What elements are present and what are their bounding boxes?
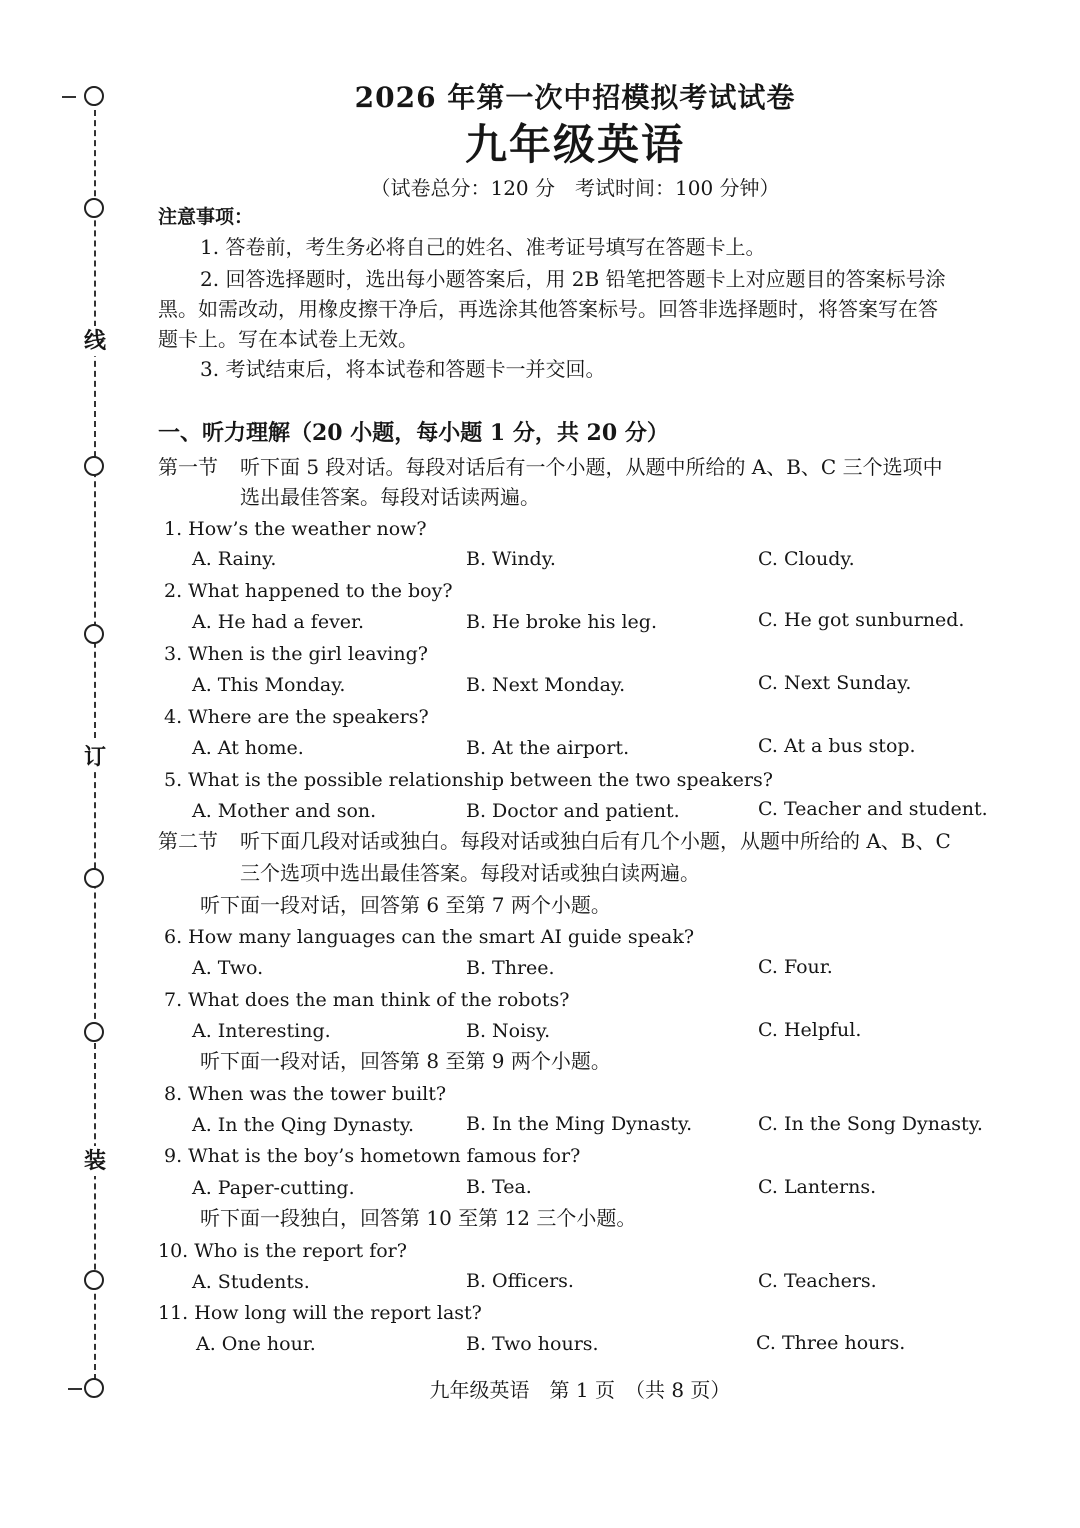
section2-instruction-1: 听下面几段对话或独白。每段对话或独白后有几个小题，从题中所给的 A、B、C xyxy=(240,829,951,853)
question-9: 9. What is the boy’s hometown famous for? xyxy=(164,1145,581,1167)
note-2-line-3: 题卡上。写在本试卷上无效。 xyxy=(158,327,418,351)
binding-hole-icon xyxy=(84,1270,104,1290)
note-2-line-2: 黑。如需改动，用橡皮擦干净后，再选涂其他答案标号。回答非选择题时，将答案写在答 xyxy=(158,297,938,321)
q4-option-a: A. At home. xyxy=(192,737,304,759)
q1-option-c: C. Cloudy. xyxy=(758,548,855,570)
exam-info: （试卷总分：120 分 考试时间：100 分钟） xyxy=(370,176,780,200)
question-2: 2. What happened to the boy? xyxy=(164,580,453,602)
question-1: 1. How’s the weather now? xyxy=(164,518,427,540)
q5-option-b: B. Doctor and patient. xyxy=(466,800,680,822)
q8-option-a: A. In the Qing Dynasty. xyxy=(192,1114,414,1136)
question-11: 11. How long will the report last? xyxy=(158,1302,482,1324)
q7-option-a: A. Interesting. xyxy=(192,1020,331,1042)
q2-option-c: C. He got sunburned. xyxy=(758,609,965,631)
instruction-q6-q7: 听下面一段对话，回答第 6 至第 7 两个小题。 xyxy=(200,893,611,917)
q4-option-c: C. At a bus stop. xyxy=(758,735,916,757)
instruction-q8-q9: 听下面一段对话，回答第 8 至第 9 两个小题。 xyxy=(200,1049,611,1073)
q5-option-a: A. Mother and son. xyxy=(192,800,377,822)
q5-option-c: C. Teacher and student. xyxy=(758,798,988,820)
q3-option-a: A. This Monday. xyxy=(192,674,346,696)
question-5: 5. What is the possible relationship between the two speakers? xyxy=(164,769,773,791)
exam-title: 2026 年第一次中招模拟考试试卷 xyxy=(354,81,796,114)
section2-instruction-2: 三个选项中选出最佳答案。每段对话或独白读两遍。 xyxy=(240,861,700,885)
question-3: 3. When is the girl leaving? xyxy=(164,643,428,665)
q8-option-c: C. In the Song Dynasty. xyxy=(758,1113,983,1135)
q10-option-b: B. Officers. xyxy=(466,1270,574,1292)
question-7: 7. What does the man think of the robots? xyxy=(164,989,570,1011)
q9-option-c: C. Lanterns. xyxy=(758,1176,877,1198)
q9-option-b: B. Tea. xyxy=(466,1176,532,1198)
q11-option-b: B. Two hours. xyxy=(466,1333,599,1355)
margin-label-bind: 装 xyxy=(80,1146,110,1176)
instruction-q10-q12: 听下面一段独白，回答第 10 至第 12 三个小题。 xyxy=(200,1206,637,1230)
binding-hole-icon xyxy=(84,456,104,476)
q10-option-c: C. Teachers. xyxy=(758,1270,877,1292)
question-8: 8. When was the tower built? xyxy=(164,1083,447,1105)
q1-option-a: A. Rainy. xyxy=(192,548,277,570)
q3-option-c: C. Next Sunday. xyxy=(758,672,912,694)
question-6: 6. How many languages can the smart AI guide speak? xyxy=(164,926,695,948)
q9-option-a: A. Paper-cutting. xyxy=(192,1177,355,1199)
section1-instruction-2: 选出最佳答案。每段对话读两遍。 xyxy=(240,485,540,509)
q6-option-b: B. Three. xyxy=(466,957,555,979)
binding-hole-icon xyxy=(84,868,104,888)
q2-option-a: A. He had a fever. xyxy=(192,611,365,633)
q2-option-b: B. He broke his leg. xyxy=(466,611,658,633)
section2-label: 第二节 xyxy=(158,829,218,853)
q8-option-b: B. In the Ming Dynasty. xyxy=(466,1113,693,1135)
notes-heading: 注意事项： xyxy=(158,206,254,228)
margin-label-line: 线 xyxy=(80,326,110,356)
q10-option-a: A. Students. xyxy=(192,1271,310,1293)
question-10: 10. Who is the report for? xyxy=(158,1240,407,1262)
page-footer: 九年级英语 第 1 页 （共 8 页） xyxy=(429,1378,731,1402)
q7-option-b: B. Noisy. xyxy=(466,1020,551,1042)
q11-option-a: A. One hour. xyxy=(196,1333,316,1355)
q7-option-c: C. Helpful. xyxy=(758,1019,862,1041)
q6-option-a: A. Two. xyxy=(192,957,264,979)
binding-hole-icon xyxy=(84,198,104,218)
q3-option-b: B. Next Monday. xyxy=(466,674,626,696)
part1-heading: 一、听力理解（20 小题，每小题 1 分，共 20 分） xyxy=(158,420,669,446)
section1-instruction-1: 听下面 5 段对话。每段对话后有一个小题，从题中所给的 A、B、C 三个选项中 xyxy=(240,455,943,479)
margin-label-order: 订 xyxy=(80,742,110,772)
binding-hole-icon xyxy=(84,624,104,644)
binding-hole-icon xyxy=(84,1022,104,1042)
exam-subject: 九年级英语 xyxy=(464,120,685,169)
q6-option-c: C. Four. xyxy=(758,956,833,978)
note-3: 3. 考试结束后，将本试卷和答题卡一并交回。 xyxy=(200,357,606,381)
note-1: 1. 答卷前，考生务必将自己的姓名、准考证号填写在答题卡上。 xyxy=(200,235,766,259)
q4-option-b: B. At the airport. xyxy=(466,737,630,759)
q11-option-c: C. Three hours. xyxy=(756,1332,906,1354)
section1-label: 第一节 xyxy=(158,455,218,479)
question-4: 4. Where are the speakers? xyxy=(164,706,429,728)
note-2-line-1: 2. 回答选择题时，选出每小题答案后，用 2B 铅笔把答题卡上对应题目的答案标号涂 xyxy=(200,267,946,291)
q1-option-b: B. Windy. xyxy=(466,548,556,570)
